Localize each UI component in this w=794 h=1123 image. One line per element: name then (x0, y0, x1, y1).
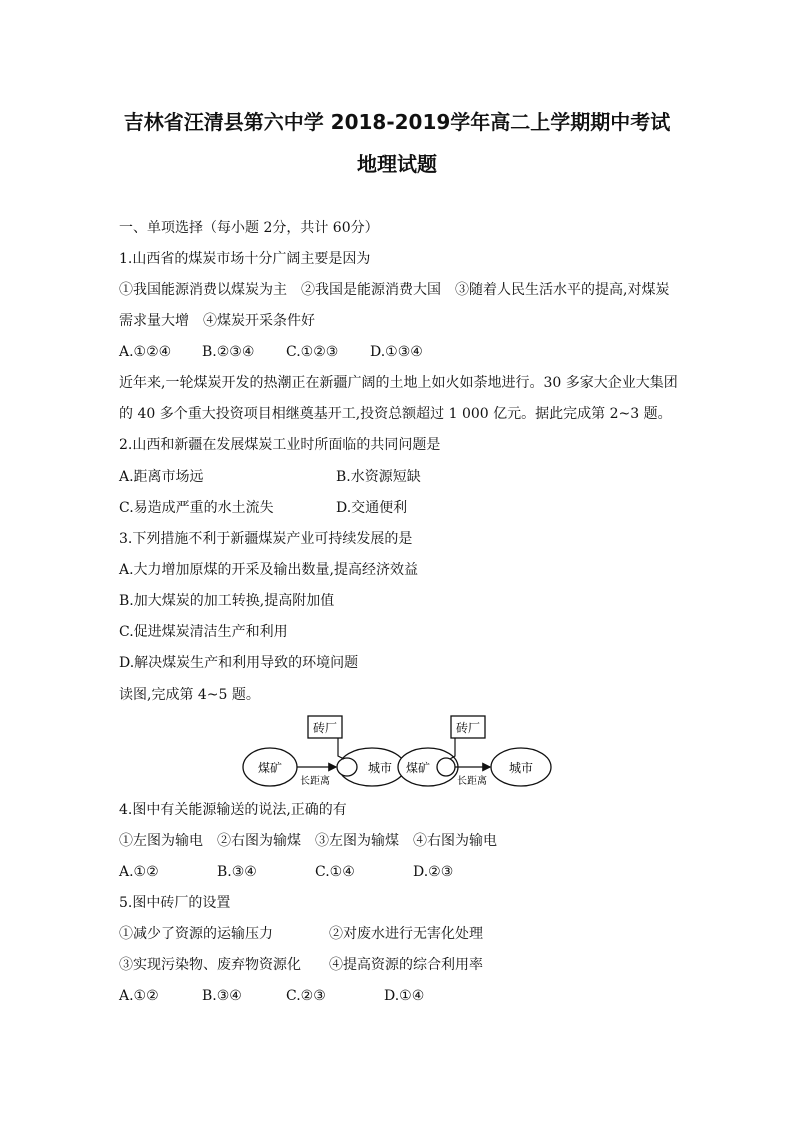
right-distance-label: 长距离 (457, 776, 487, 787)
option-a: A.①②④ (119, 344, 172, 360)
question-3-option-a: A.大力增加原煤的开采及输出数量,提高经济效益 (119, 562, 419, 578)
question-5-stem: 5.图中砖厂的设置 (119, 895, 231, 911)
option-a: A.①② (119, 864, 159, 880)
question-3-option-c: C.促进煤炭清洁生产和利用 (119, 624, 288, 640)
option-b: B.②③④ (202, 344, 255, 360)
left-brick-label: 砖厂 (312, 721, 338, 735)
option-c: C.①④ (315, 864, 355, 880)
section-heading: 一、单项选择（每小题 2分，共计 60分） (119, 220, 379, 236)
item-4: ④提高资源的综合利用率 (329, 957, 483, 973)
question-2-stem: 2.山西和新疆在发展煤炭工业时所面临的共同问题是 (119, 437, 441, 453)
right-diagram (398, 716, 551, 787)
option-d: D.②③ (413, 864, 454, 880)
option-c: C.①②③ (286, 344, 339, 360)
item-2: ②对废水进行无害化处理 (329, 926, 483, 942)
question-1-items-line2: 需求量大增 ④煤炭开采条件好 (119, 313, 315, 329)
left-brick-junction (337, 758, 357, 776)
option-d: D.①④ (384, 988, 425, 1004)
read-figure-instruction: 读图,完成第 4~5 题。 (119, 687, 260, 703)
right-mine-label: 煤矿 (405, 761, 431, 775)
right-brick-junction (437, 758, 455, 776)
question-3-option-d: D.解决煤炭生产和利用导致的环境问题 (119, 655, 359, 671)
question-1-stem: 1.山西省的煤炭市场十分广阔主要是因为 (119, 251, 371, 267)
question-4-items: ①左图为输电 ②右图为输煤 ③左图为输煤 ④右图为输电 (119, 833, 497, 849)
item-1: ①减少了资源的运输压力 (119, 926, 273, 942)
right-brick-label: 砖厂 (455, 721, 481, 735)
question-3-stem: 3.下列措施不利于新疆煤炭产业可持续发展的是 (119, 531, 413, 547)
right-city-label: 城市 (508, 761, 534, 775)
item-3: ③实现污染物、废弃物资源化 (119, 957, 301, 973)
energy-transport-diagram (240, 712, 560, 792)
left-mine-label: 煤矿 (257, 761, 283, 775)
option-c: C.易造成严重的水土流失 (119, 500, 274, 516)
page-title-line1: 吉林省汪清县第六中学 2018-2019学年高二上学期期中考试 (123, 110, 671, 134)
option-b: B.③④ (217, 864, 257, 880)
option-d: D.交通便利 (336, 500, 408, 516)
passage-line2: 的 40 多个重大投资项目相继奠基开工,投资总额超过 1 000 亿元。据此完成第 2~3 题。 (119, 406, 672, 422)
question-4-stem: 4.图中有关能源输送的说法,正确的有 (119, 802, 347, 818)
question-3-option-b: B.加大煤炭的加工转换,提高附加值 (119, 593, 335, 609)
page-title-line2: 地理试题 (357, 152, 437, 176)
option-a: A.距离市场远 (119, 469, 204, 485)
left-distance-label: 长距离 (300, 776, 330, 787)
option-b: B.水资源短缺 (336, 469, 421, 485)
option-c: C.②③ (286, 988, 326, 1004)
left-city-label: 城市 (367, 761, 393, 775)
option-b: B.③④ (202, 988, 242, 1004)
question-1-items-line1: ①我国能源消费以煤炭为主 ②我国是能源消费大国 ③随着人民生活水平的提高,对煤炭 (119, 282, 670, 298)
option-d: D.①③④ (370, 344, 423, 360)
option-a: A.①② (119, 988, 159, 1004)
left-brick-connector (338, 738, 344, 759)
passage-line1: 近年来,一轮煤炭开发的热潮正在新疆广阔的土地上如火如荼地进行。30 多家大企业大集团 (119, 375, 678, 391)
left-diagram (243, 716, 405, 787)
